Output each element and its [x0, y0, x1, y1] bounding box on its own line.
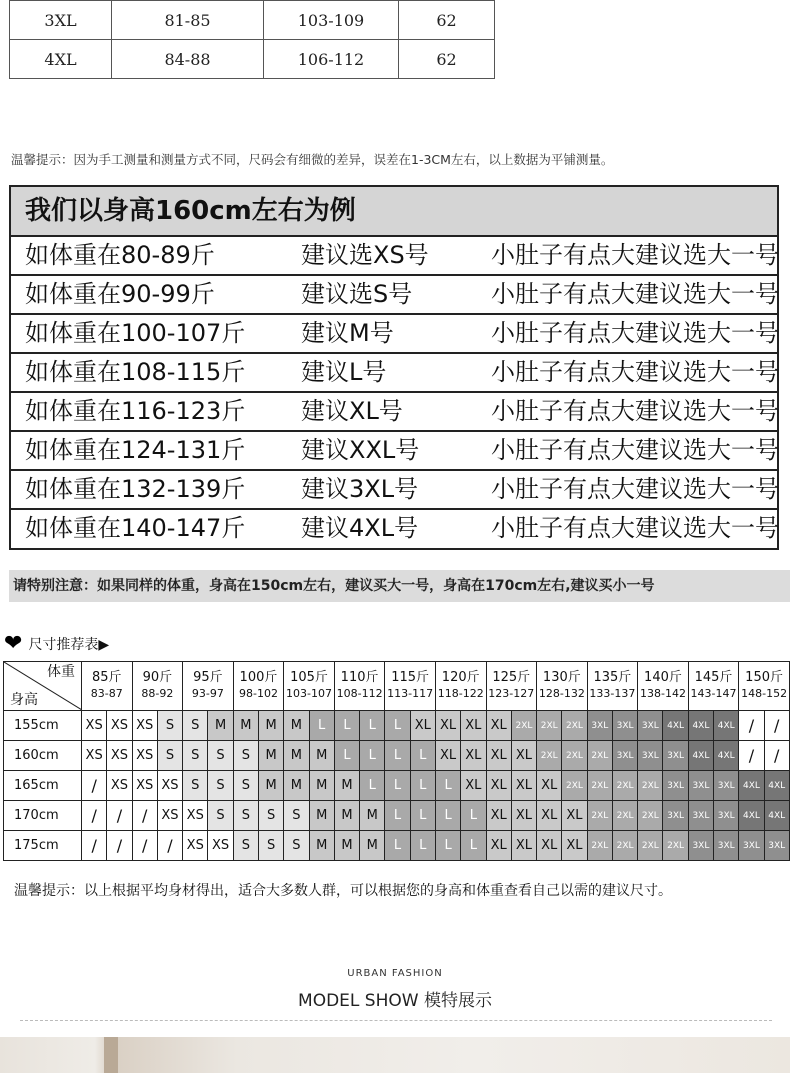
size-cell: L: [435, 801, 460, 831]
size-measure-cell: 84-88: [112, 40, 264, 79]
size-cell: XL: [486, 831, 511, 861]
size-cell: L: [410, 801, 435, 831]
weight-range: 如体重在80-89斤: [25, 241, 215, 269]
size-cell: 2XL: [612, 771, 637, 801]
size-cell: S: [208, 741, 233, 771]
belly-advice: 小肚子有点大建议选大一号: [491, 436, 779, 464]
size-cell: 2XL: [511, 711, 536, 741]
weight-range: 93-97: [191, 687, 224, 700]
special-attention-note: 请特别注意：如果同样的体重，身高在150cm左右，建议买大一号，身高在170cm左右,建议买小一号: [9, 570, 790, 602]
size-cell: /: [764, 741, 789, 771]
weight-range: 如体重在100-107斤: [25, 319, 246, 347]
weight-column-header: [739, 662, 790, 711]
size-cell: L: [435, 831, 460, 861]
weight-range: 108-112: [336, 687, 383, 700]
size-measure-cell: 103-109: [264, 1, 399, 40]
size-cell: XL: [486, 741, 511, 771]
size-cell: 3XL: [587, 711, 612, 741]
size-cell: XS: [183, 801, 208, 831]
example-row: [11, 469, 777, 508]
size-cell: 3XL: [688, 831, 713, 861]
size-cell: 2XL: [663, 831, 688, 861]
weight-range: 148-152: [741, 687, 788, 700]
size-cell: L: [385, 711, 410, 741]
example-row: [11, 313, 777, 352]
size-cell: 4XL: [714, 741, 739, 771]
weight-column-header: [284, 662, 335, 711]
size-measure-row: [10, 1, 495, 40]
size-cell: M: [208, 711, 233, 741]
size-cell: 3XL: [663, 741, 688, 771]
size-cell: M: [309, 771, 334, 801]
size-cell: XL: [511, 801, 536, 831]
size-cell: XL: [486, 711, 511, 741]
weight-column-header: [435, 662, 486, 711]
size-cell: L: [334, 741, 359, 771]
weight-range: 138-142: [639, 687, 686, 700]
weight-height-corner: [4, 662, 82, 711]
size-cell: 3XL: [764, 831, 789, 861]
bottom-tip-note: 温馨提示：以上根据平均身材得出，适合大多数人群，可以根据您的身高和体重查看自己以需的建议尺寸。: [14, 883, 672, 899]
weight-range: 88-92: [141, 687, 174, 700]
weight-range: 128-132: [538, 687, 585, 700]
size-cell: XL: [537, 801, 562, 831]
size-cell: XL: [461, 771, 486, 801]
size-advice: 建议选XS号: [301, 241, 429, 269]
size-cell: M: [360, 831, 385, 861]
size-cell: /: [82, 801, 107, 831]
weight-jin: 145斤: [694, 670, 733, 685]
size-cell: S: [208, 801, 233, 831]
weight-jin: 140斤: [644, 670, 682, 685]
size-cell: XS: [157, 771, 182, 801]
height-axis-label: 身高: [10, 692, 38, 708]
weight-range: 143-147: [690, 687, 737, 700]
size-cell: XL: [461, 711, 486, 741]
dashed-divider: [20, 1020, 772, 1021]
size-cell: L: [410, 741, 435, 771]
height-label: 170cm: [4, 801, 82, 831]
weight-column-header: [82, 662, 133, 711]
weight-jin: 115斤: [391, 670, 430, 685]
size-cell: XL: [511, 831, 536, 861]
size-cell: XL: [511, 771, 536, 801]
size-cell: L: [385, 801, 410, 831]
size-cell: XL: [537, 771, 562, 801]
weight-range: 如体重在140-147斤: [25, 514, 246, 542]
size-cell: M: [334, 771, 359, 801]
size-cell: XS: [82, 741, 107, 771]
size-cell: S: [258, 801, 283, 831]
heart-icon: ❤: [4, 631, 23, 656]
size-cell: XL: [562, 801, 587, 831]
size-measure-cell: 3XL: [10, 1, 112, 40]
size-advice: 建议选S号: [301, 280, 413, 308]
size-cell: XL: [435, 711, 460, 741]
size-cell: M: [284, 711, 309, 741]
example-row: [11, 352, 777, 391]
weight-column-header: [688, 662, 739, 711]
size-cell: /: [82, 831, 107, 861]
size-cell: M: [233, 711, 258, 741]
size-cell: XL: [461, 741, 486, 771]
size-cell: L: [435, 771, 460, 801]
size-cell: /: [739, 741, 764, 771]
size-cell: XS: [107, 711, 132, 741]
size-cell: M: [284, 741, 309, 771]
size-cell: 4XL: [739, 771, 764, 801]
example-row: [11, 391, 777, 430]
size-cell: /: [764, 711, 789, 741]
weight-range: 123-127: [488, 687, 535, 700]
weight-jin: 95斤: [193, 670, 223, 685]
size-cell: /: [157, 831, 182, 861]
weight-column-header: [537, 662, 588, 711]
weight-range: 如体重在132-139斤: [25, 475, 246, 503]
size-cell: XL: [410, 711, 435, 741]
size-advice: 建议3XL号: [301, 475, 419, 503]
size-cell: S: [183, 741, 208, 771]
size-cell: 3XL: [638, 711, 663, 741]
weight-jin: 90斤: [142, 670, 173, 685]
size-cell: M: [309, 741, 334, 771]
size-cell: S: [233, 831, 258, 861]
size-cell: L: [461, 801, 486, 831]
weight-jin: 85斤: [92, 670, 122, 685]
weight-jin: 130斤: [542, 670, 581, 685]
belly-advice: 小肚子有点大建议选大一号: [491, 514, 779, 542]
weight-column-header: [132, 662, 183, 711]
weight-jin: 110斤: [340, 670, 379, 685]
model-show-heading: MODEL SHOW 模特展示: [298, 991, 492, 1011]
size-cell: XL: [511, 741, 536, 771]
size-advice: 建议M号: [301, 319, 394, 347]
size-cell: L: [410, 831, 435, 861]
size-cell: 4XL: [714, 711, 739, 741]
size-cell: /: [739, 711, 764, 741]
size-cell: XL: [486, 771, 511, 801]
belly-advice: 小肚子有点大建议选大一号: [491, 280, 779, 308]
size-cell: 3XL: [638, 741, 663, 771]
weight-jin: 135斤: [593, 670, 632, 685]
size-cell: /: [107, 831, 132, 861]
size-cell: XS: [132, 741, 157, 771]
size-cell: XS: [82, 711, 107, 741]
size-cell: XS: [132, 711, 157, 741]
size-cell: XS: [183, 831, 208, 861]
size-cell: 2XL: [562, 771, 587, 801]
size-advice: 建议L号: [301, 358, 387, 386]
weight-column-header: [334, 662, 385, 711]
belly-advice: 小肚子有点大建议选大一号: [491, 358, 779, 386]
weight-range: 如体重在116-123斤: [25, 397, 246, 425]
height-row: [4, 801, 790, 831]
size-cell: 3XL: [714, 771, 739, 801]
belly-advice: 小肚子有点大建议选大一号: [491, 241, 779, 269]
size-cell: /: [82, 771, 107, 801]
size-advice: 建议4XL号: [301, 514, 419, 542]
weight-column-header: [638, 662, 689, 711]
size-measure-cell: 62: [399, 1, 495, 40]
size-cell: M: [258, 771, 283, 801]
urban-fashion-label: URBAN FASHION: [347, 968, 443, 979]
size-cell: /: [132, 801, 157, 831]
example-row: [11, 235, 777, 274]
size-cell: 2XL: [587, 741, 612, 771]
size-measure-cell: 4XL: [10, 40, 112, 79]
size-cell: M: [284, 771, 309, 801]
size-cell: L: [360, 771, 385, 801]
size-cell: 2XL: [537, 711, 562, 741]
size-cell: L: [360, 741, 385, 771]
size-cell: L: [410, 771, 435, 801]
size-cell: 4XL: [688, 711, 713, 741]
belly-advice: 小肚子有点大建议选大一号: [491, 397, 779, 425]
height-label: 165cm: [4, 771, 82, 801]
size-cell: 3XL: [663, 771, 688, 801]
weight-range: 113-117: [387, 687, 434, 700]
size-cell: S: [183, 711, 208, 741]
size-recommend-table: [3, 661, 790, 861]
size-cell: 2XL: [638, 771, 663, 801]
size-cell: 2XL: [587, 831, 612, 861]
belly-advice: 小肚子有点大建议选大一号: [491, 475, 779, 503]
size-measure-cell: 106-112: [264, 40, 399, 79]
size-cell: XL: [537, 831, 562, 861]
size-cell: M: [309, 831, 334, 861]
size-cell: XS: [107, 771, 132, 801]
measure-tip-note: 温馨提示：因为手工测量和测量方式不同，尺码会有细微的差异，误差在1-3CM左右，以上数据为平铺测量。: [11, 152, 614, 167]
size-cell: L: [309, 711, 334, 741]
size-cell: 4XL: [688, 741, 713, 771]
size-cell: 4XL: [764, 771, 789, 801]
height-label: 160cm: [4, 741, 82, 771]
size-measure-row: [10, 40, 495, 79]
weight-range: 118-122: [437, 687, 484, 700]
example-row: [11, 508, 777, 547]
belly-advice: 小肚子有点大建议选大一号: [491, 319, 779, 347]
size-cell: L: [360, 711, 385, 741]
size-cell: M: [258, 741, 283, 771]
weight-range: 103-107: [286, 687, 333, 700]
weight-column-header: [587, 662, 638, 711]
size-cell: S: [233, 771, 258, 801]
recommend-title-text: 尺寸推荐表▶: [28, 637, 110, 653]
size-advice: 建议XXL号: [301, 436, 420, 464]
weight-range: 如体重在108-115斤: [25, 358, 246, 386]
size-cell: /: [107, 801, 132, 831]
weight-column-header: [183, 662, 234, 711]
weight-column-header: [486, 662, 537, 711]
size-cell: 4XL: [739, 801, 764, 831]
size-cell: 4XL: [663, 711, 688, 741]
size-cell: 3XL: [663, 801, 688, 831]
height-label: 155cm: [4, 711, 82, 741]
size-cell: L: [385, 741, 410, 771]
size-cell: 3XL: [714, 801, 739, 831]
size-cell: 2XL: [562, 711, 587, 741]
size-cell: 3XL: [739, 831, 764, 861]
size-cell: /: [132, 831, 157, 861]
weight-axis-label: 体重: [47, 664, 75, 680]
height-row: [4, 831, 790, 861]
size-cell: M: [360, 801, 385, 831]
size-measure-cell: 81-85: [112, 1, 264, 40]
weight-column-header: [385, 662, 436, 711]
height-row: [4, 771, 790, 801]
size-cell: 3XL: [688, 801, 713, 831]
weight-jin: 120斤: [441, 670, 480, 685]
weight-range: 如体重在124-131斤: [25, 436, 246, 464]
size-cell: XS: [132, 771, 157, 801]
size-cell: S: [183, 771, 208, 801]
size-cell: 2XL: [638, 801, 663, 831]
height-row: [4, 711, 790, 741]
size-cell: XS: [157, 801, 182, 831]
size-cell: XS: [208, 831, 233, 861]
weight-jin: 125斤: [492, 670, 531, 685]
size-cell: L: [461, 831, 486, 861]
size-cell: 2XL: [587, 771, 612, 801]
size-measure-cell: 62: [399, 40, 495, 79]
size-cell: S: [157, 741, 182, 771]
weight-jin: 105斤: [290, 670, 328, 685]
size-cell: XL: [435, 741, 460, 771]
size-cell: 3XL: [688, 771, 713, 801]
size-cell: XL: [486, 801, 511, 831]
weight-jin: 150斤: [745, 670, 783, 685]
size-cell: M: [309, 801, 334, 831]
example-row: [11, 430, 777, 469]
size-cell: S: [233, 741, 258, 771]
size-cell: M: [258, 711, 283, 741]
size-cell: 3XL: [714, 831, 739, 861]
size-cell: M: [334, 801, 359, 831]
size-advice: 建议XL号: [301, 397, 403, 425]
size-cell: 3XL: [612, 741, 637, 771]
size-cell: L: [385, 771, 410, 801]
weight-column-header: [233, 662, 284, 711]
size-cell: 3XL: [612, 711, 637, 741]
height-row: [4, 741, 790, 771]
weight-range: 133-137: [589, 687, 636, 700]
example-row: [11, 274, 777, 313]
size-cell: 2XL: [562, 741, 587, 771]
height-label: 175cm: [4, 831, 82, 861]
size-cell: 2XL: [612, 801, 637, 831]
size-cell: S: [233, 801, 258, 831]
weight-range: 83-87: [90, 687, 123, 700]
size-cell: S: [208, 771, 233, 801]
size-cell: S: [284, 831, 309, 861]
size-cell: 2XL: [537, 741, 562, 771]
size-measure-table: [9, 0, 495, 79]
size-cell: S: [258, 831, 283, 861]
size-cell: 2XL: [587, 801, 612, 831]
recommend-table-title: [4, 631, 110, 656]
size-cell: 2XL: [638, 831, 663, 861]
size-cell: XS: [107, 741, 132, 771]
size-cell: S: [157, 711, 182, 741]
example-title: 我们以身高160cm左右为例: [11, 187, 777, 237]
size-cell: 2XL: [612, 831, 637, 861]
size-cell: S: [284, 801, 309, 831]
weight-range: 如体重在90-99斤: [25, 280, 215, 308]
size-cell: L: [385, 831, 410, 861]
weight-jin: 100斤: [239, 670, 278, 685]
size-cell: 4XL: [764, 801, 789, 831]
size-cell: XL: [562, 831, 587, 861]
size-cell: L: [334, 711, 359, 741]
size-cell: M: [334, 831, 359, 861]
model-photo-strip: [0, 1037, 790, 1073]
weight-range: 98-102: [238, 687, 278, 700]
example-160cm-box: [9, 185, 779, 550]
